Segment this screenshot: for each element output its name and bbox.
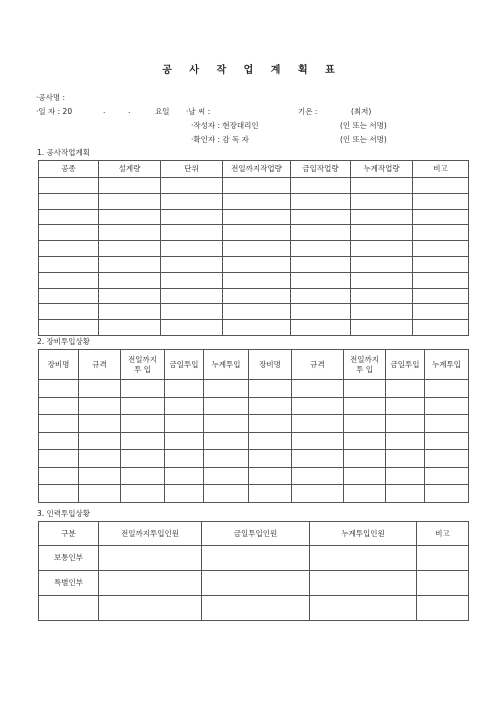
section1-cell[interactable] — [291, 304, 351, 320]
section2-cell[interactable] — [425, 467, 469, 485]
section1-cell[interactable] — [99, 304, 161, 320]
table-row — [39, 178, 469, 194]
section2-cell[interactable] — [386, 485, 425, 503]
section3-cell[interactable] — [202, 546, 310, 571]
section2-header-5: 장비명 — [249, 350, 292, 380]
section1-cell[interactable] — [99, 225, 161, 241]
section1-cell[interactable] — [223, 304, 291, 320]
section2-cell[interactable] — [344, 432, 386, 450]
section2-header-4: 누계투입 — [204, 350, 249, 380]
section2-cell[interactable] — [344, 397, 386, 415]
section3-header-1: 전일까지투입인원 — [99, 522, 202, 546]
section2-cell[interactable] — [204, 432, 249, 450]
section2-cell[interactable] — [249, 432, 292, 450]
equipment-table — [38, 349, 469, 503]
section2-cell[interactable] — [425, 415, 469, 433]
section1-cell[interactable] — [291, 256, 351, 272]
table-row — [39, 467, 469, 485]
temperature-note: (최저) — [351, 107, 372, 116]
section1-cell[interactable] — [413, 209, 469, 225]
section2-cell[interactable] — [249, 450, 292, 468]
table-row — [39, 256, 469, 272]
section1-header-5: 누계작업량 — [351, 161, 413, 178]
section3-cell[interactable] — [417, 546, 469, 571]
section1-cell[interactable] — [291, 193, 351, 209]
section1-cell[interactable] — [99, 288, 161, 304]
date-dot-1: . — [103, 106, 106, 115]
section1-cell[interactable] — [413, 225, 469, 241]
section3-cell[interactable] — [202, 596, 310, 621]
checker-label: ·확인자 : 감 독 자 — [191, 135, 249, 144]
section1-header-1: 설계량 — [99, 161, 161, 178]
section1-cell[interactable] — [39, 193, 99, 209]
temperature-label: 기온 : — [298, 107, 318, 116]
section2-cell[interactable] — [292, 485, 344, 503]
section2-cell[interactable] — [165, 450, 204, 468]
section1-cell[interactable] — [39, 304, 99, 320]
section1-cell[interactable] — [223, 256, 291, 272]
section2-cell[interactable] — [79, 397, 121, 415]
section2-title: 2. 장비투입상황 — [37, 337, 91, 346]
section1-cell[interactable] — [291, 241, 351, 257]
section2-cell[interactable] — [249, 485, 292, 503]
section1-cell[interactable] — [351, 288, 413, 304]
section2-header-9: 누계투입 — [425, 350, 469, 380]
section2-header-2: 전일까지 투 입 — [121, 350, 165, 380]
section2-header-3: 금일투입 — [165, 350, 204, 380]
section1-cell[interactable] — [39, 225, 99, 241]
section2-cell[interactable] — [425, 485, 469, 503]
section2-cell[interactable] — [121, 397, 165, 415]
table-row — [39, 225, 469, 241]
section2-cell[interactable] — [344, 450, 386, 468]
section2-cell[interactable] — [79, 467, 121, 485]
section2-cell[interactable] — [121, 380, 165, 398]
table-row — [39, 571, 469, 596]
date-dot-2: . — [128, 106, 131, 115]
section2-cell[interactable] — [344, 415, 386, 433]
section2-cell[interactable] — [165, 467, 204, 485]
section1-cell[interactable] — [39, 288, 99, 304]
section3-title: 3. 인력투입상황 — [37, 509, 91, 518]
section3-cell[interactable] — [99, 596, 202, 621]
manpower-row-label — [39, 596, 99, 621]
section1-cell[interactable] — [223, 193, 291, 209]
section2-cell[interactable] — [121, 415, 165, 433]
section1-cell[interactable] — [413, 241, 469, 257]
section2-header-8: 금일투입 — [386, 350, 425, 380]
section2-cell[interactable] — [39, 380, 79, 398]
section1-cell[interactable] — [99, 320, 161, 336]
section1-cell[interactable] — [223, 241, 291, 257]
section1-cell[interactable] — [99, 256, 161, 272]
section2-cell[interactable] — [386, 397, 425, 415]
section2-cell[interactable] — [425, 380, 469, 398]
section2-cell[interactable] — [292, 467, 344, 485]
section2-cell[interactable] — [39, 415, 79, 433]
section1-cell[interactable] — [99, 209, 161, 225]
section2-cell[interactable] — [249, 415, 292, 433]
section2-cell[interactable] — [386, 380, 425, 398]
section2-cell[interactable] — [39, 467, 79, 485]
section1-cell[interactable] — [413, 288, 469, 304]
section2-cell[interactable] — [204, 380, 249, 398]
section2-cell[interactable] — [79, 432, 121, 450]
section1-cell[interactable] — [223, 178, 291, 194]
section2-cell[interactable] — [165, 397, 204, 415]
section1-cell[interactable] — [223, 209, 291, 225]
section1-cell[interactable] — [39, 272, 99, 288]
section1-title: 1. 공사작업계획 — [37, 148, 91, 157]
table-row — [39, 450, 469, 468]
section1-cell[interactable] — [291, 288, 351, 304]
section3-cell[interactable] — [417, 596, 469, 621]
section2-cell[interactable] — [165, 432, 204, 450]
section2-cell[interactable] — [386, 432, 425, 450]
section1-cell[interactable] — [351, 241, 413, 257]
section2-cell[interactable] — [79, 450, 121, 468]
checker-signature: (인 또는 서명) — [340, 135, 387, 144]
section1-cell[interactable] — [161, 304, 223, 320]
page-title: 공 사 작 업 계 획 표 — [162, 65, 342, 76]
section1-cell[interactable] — [291, 272, 351, 288]
table-row — [39, 241, 469, 257]
section1-cell[interactable] — [291, 178, 351, 194]
section1-cell[interactable] — [161, 178, 223, 194]
section2-cell[interactable] — [344, 485, 386, 503]
section1-cell[interactable] — [99, 193, 161, 209]
work-plan-table — [38, 160, 469, 336]
section1-cell[interactable] — [351, 320, 413, 336]
section1-cell[interactable] — [161, 320, 223, 336]
section1-cell[interactable] — [99, 241, 161, 257]
section1-cell[interactable] — [223, 225, 291, 241]
table-row — [39, 596, 469, 621]
section1-cell[interactable] — [413, 256, 469, 272]
section3-cell[interactable] — [202, 571, 310, 596]
section1-cell[interactable] — [39, 178, 99, 194]
section2-header-6: 규격 — [292, 350, 344, 380]
section1-cell[interactable] — [39, 241, 99, 257]
section2-cell[interactable] — [292, 432, 344, 450]
section2-header-1: 규격 — [79, 350, 121, 380]
section1-cell[interactable] — [161, 272, 223, 288]
weekday-label: 요일 — [155, 107, 170, 116]
manpower-table — [38, 521, 469, 621]
table-row — [39, 193, 469, 209]
section2-cell[interactable] — [39, 485, 79, 503]
section1-cell[interactable] — [39, 209, 99, 225]
table-row — [39, 304, 469, 320]
section2-cell[interactable] — [292, 380, 344, 398]
section2-cell[interactable] — [386, 415, 425, 433]
table-row — [39, 485, 469, 503]
section2-cell[interactable] — [204, 467, 249, 485]
section1-cell[interactable] — [223, 320, 291, 336]
section1-cell[interactable] — [161, 225, 223, 241]
table-row — [39, 546, 469, 571]
section1-cell[interactable] — [161, 209, 223, 225]
table-row — [39, 272, 469, 288]
section2-cell[interactable] — [121, 467, 165, 485]
section1-cell[interactable] — [39, 320, 99, 336]
section3-cell[interactable] — [99, 546, 202, 571]
weather-label: ·날 씨 : — [186, 107, 211, 116]
table-row — [39, 415, 469, 433]
section2-cell[interactable] — [204, 450, 249, 468]
section1-cell[interactable] — [223, 288, 291, 304]
section3-cell[interactable] — [310, 596, 417, 621]
section2-cell[interactable] — [249, 397, 292, 415]
section2-cell[interactable] — [204, 397, 249, 415]
table-row — [39, 209, 469, 225]
table-row — [39, 432, 469, 450]
section1-cell[interactable] — [413, 320, 469, 336]
project-label: ·공사명 : — [36, 93, 66, 102]
section1-cell[interactable] — [161, 241, 223, 257]
section3-cell[interactable] — [417, 571, 469, 596]
section2-cell[interactable] — [121, 450, 165, 468]
section3-cell[interactable] — [310, 571, 417, 596]
section1-header-0: 공종 — [39, 161, 99, 178]
section2-cell[interactable] — [344, 380, 386, 398]
section1-header-6: 비고 — [413, 161, 469, 178]
section2-cell[interactable] — [39, 450, 79, 468]
table-row — [39, 288, 469, 304]
section1-cell[interactable] — [161, 256, 223, 272]
section1-cell[interactable] — [351, 193, 413, 209]
section3-header-0: 구분 — [39, 522, 99, 546]
section2-cell[interactable] — [425, 397, 469, 415]
section1-cell[interactable] — [39, 256, 99, 272]
section1-cell[interactable] — [291, 225, 351, 241]
section2-cell[interactable] — [204, 415, 249, 433]
section1-cell[interactable] — [413, 304, 469, 320]
section3-header-4: 비고 — [417, 522, 469, 546]
manpower-row-label: 보통인부 — [39, 546, 99, 571]
section1-header-2: 단위 — [161, 161, 223, 178]
manpower-row-label: 특별인부 — [39, 571, 99, 596]
section2-cell[interactable] — [79, 415, 121, 433]
table-row — [39, 320, 469, 336]
section2-cell[interactable] — [292, 450, 344, 468]
section2-cell[interactable] — [79, 380, 121, 398]
section1-cell[interactable] — [99, 178, 161, 194]
section1-cell[interactable] — [99, 272, 161, 288]
section2-cell[interactable] — [386, 467, 425, 485]
section3-header-2: 금일투입인원 — [202, 522, 310, 546]
section2-cell[interactable] — [79, 485, 121, 503]
section1-cell[interactable] — [413, 193, 469, 209]
section1-cell[interactable] — [351, 178, 413, 194]
section2-cell[interactable] — [121, 485, 165, 503]
section1-cell[interactable] — [351, 304, 413, 320]
section1-cell[interactable] — [413, 272, 469, 288]
section1-cell[interactable] — [351, 272, 413, 288]
section2-header-0: 장비명 — [39, 350, 79, 380]
section2-cell[interactable] — [292, 397, 344, 415]
section1-cell[interactable] — [351, 225, 413, 241]
section1-header-4: 금일작업량 — [291, 161, 351, 178]
section2-cell[interactable] — [292, 415, 344, 433]
section2-cell[interactable] — [249, 467, 292, 485]
section2-header-7: 전일까지 투 입 — [344, 350, 386, 380]
section1-cell[interactable] — [413, 178, 469, 194]
table-row — [39, 397, 469, 415]
section1-cell[interactable] — [291, 209, 351, 225]
section3-cell[interactable] — [310, 546, 417, 571]
section2-cell[interactable] — [386, 450, 425, 468]
section2-cell[interactable] — [165, 485, 204, 503]
section1-cell[interactable] — [351, 209, 413, 225]
section2-cell[interactable] — [425, 450, 469, 468]
section1-header-3: 전일까지작업량 — [223, 161, 291, 178]
section2-cell[interactable] — [249, 380, 292, 398]
section3-header-3: 누계투입인원 — [310, 522, 417, 546]
section2-cell[interactable] — [204, 485, 249, 503]
section2-cell[interactable] — [39, 397, 79, 415]
section2-cell[interactable] — [165, 380, 204, 398]
section2-cell[interactable] — [344, 467, 386, 485]
section1-cell[interactable] — [161, 193, 223, 209]
table-row — [39, 380, 469, 398]
section1-cell[interactable] — [351, 256, 413, 272]
author-signature: (인 또는 서명) — [340, 121, 387, 130]
section1-cell[interactable] — [161, 288, 223, 304]
section2-cell[interactable] — [39, 432, 79, 450]
section2-cell[interactable] — [425, 432, 469, 450]
author-label: ·작성자 : 현장대리인 — [191, 121, 259, 130]
date-label: ·일 자 : 20 — [36, 107, 73, 116]
section1-cell[interactable] — [223, 272, 291, 288]
section3-cell[interactable] — [99, 571, 202, 596]
section2-cell[interactable] — [121, 432, 165, 450]
section2-cell[interactable] — [165, 415, 204, 433]
section1-cell[interactable] — [291, 320, 351, 336]
